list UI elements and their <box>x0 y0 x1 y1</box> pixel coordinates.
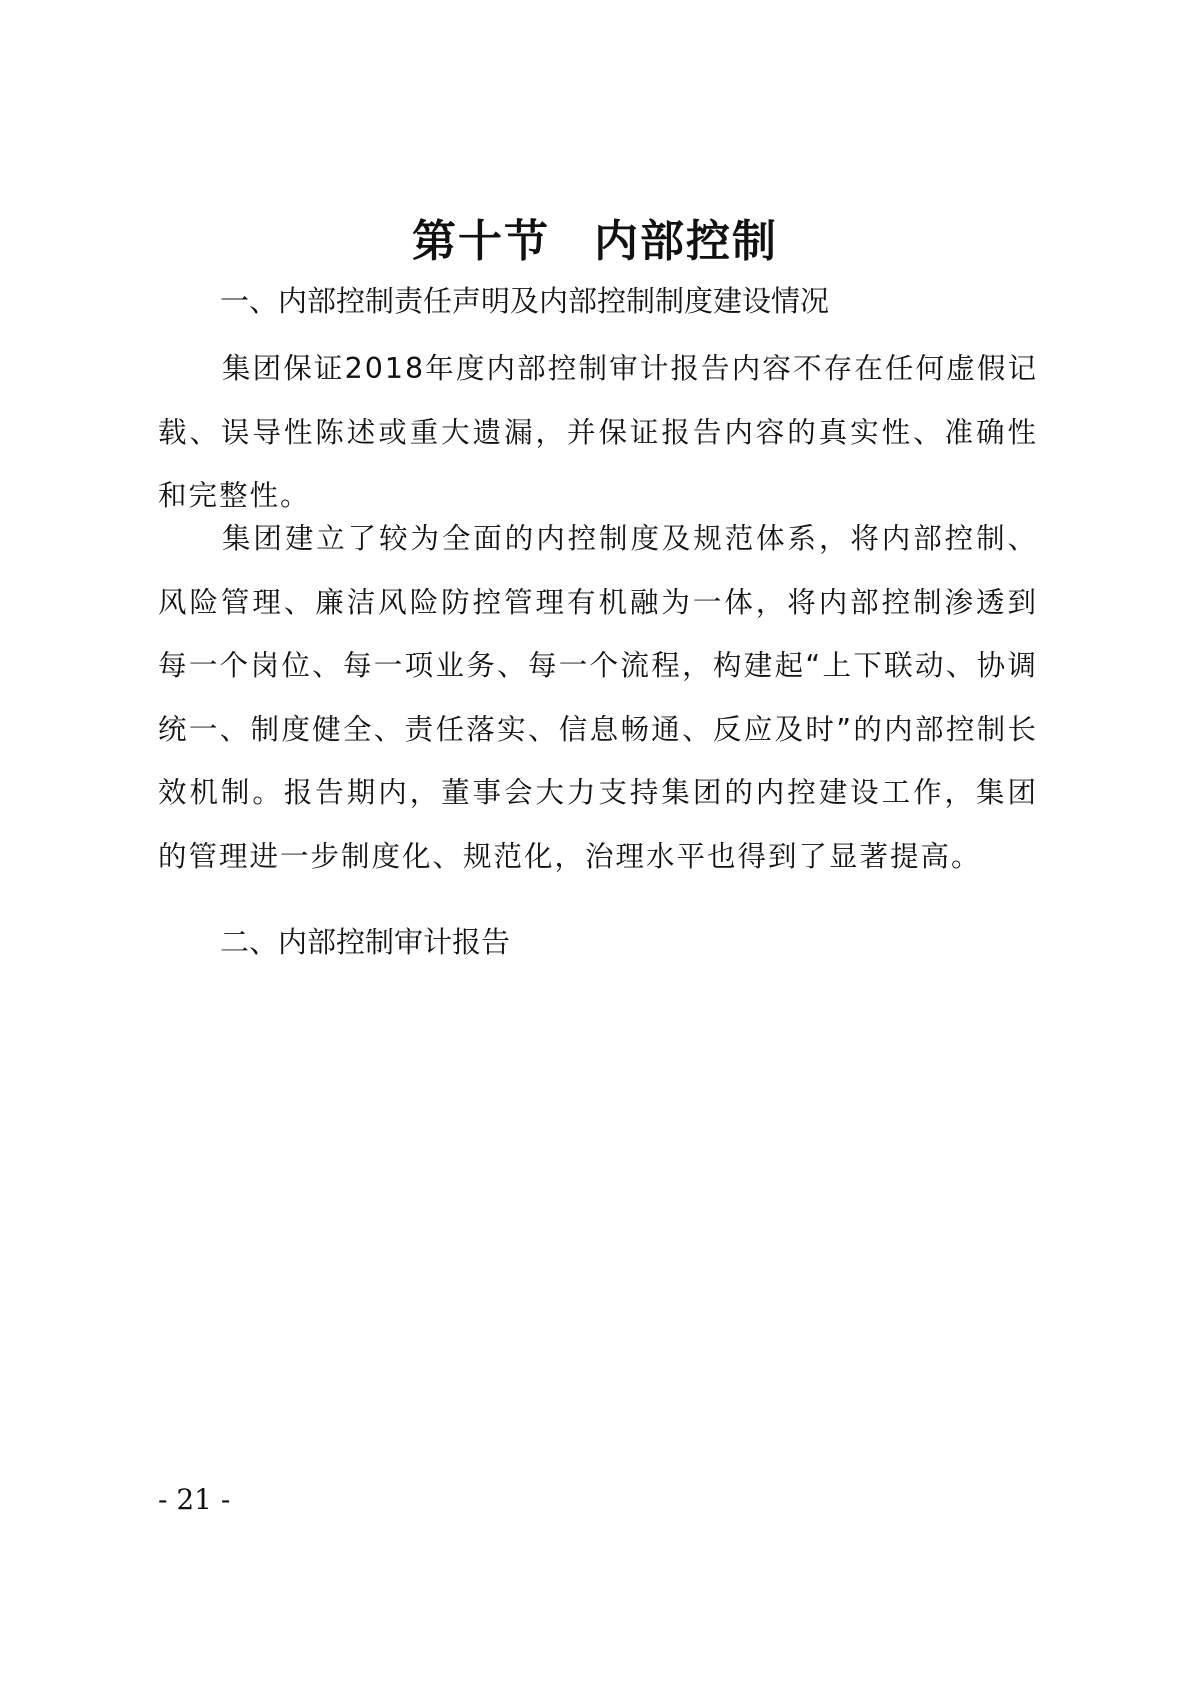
section-heading-1: 一、内部控制责任声明及内部控制制度建设情况 <box>220 284 830 318</box>
page-number: - 21 - <box>158 1483 231 1516</box>
paragraph-1: 集团保证2018年度内部控制审计报告内容不存在任何虚假记载、误导性陈述或重大遗漏，并保证报告内容的真实性、准确性和完整性。 <box>158 352 1038 512</box>
paragraph-2: 集团建立了较为全面的内控制度及规范体系，将内部控制、风险管理、廉洁风险防控管理有机融为一体，将内部控制渗透到每一个岗位、每一项业务、每一个流程，构建起“上下联动、协调统一、制度健全、责任落实、信息畅通、反应及时”的内部控制长效机制。报告期内，董事会大力支持集团的内控建设工作，集团的管理进一步制度化、规范化，治理水平也得到了显著提高。 <box>158 522 1038 873</box>
chapter-number: 第十节 <box>412 216 550 267</box>
section-heading-2: 二、内部控制审计报告 <box>220 925 511 959</box>
chapter-name: 内部控制 <box>594 216 778 267</box>
chapter-title <box>0 212 1190 272</box>
